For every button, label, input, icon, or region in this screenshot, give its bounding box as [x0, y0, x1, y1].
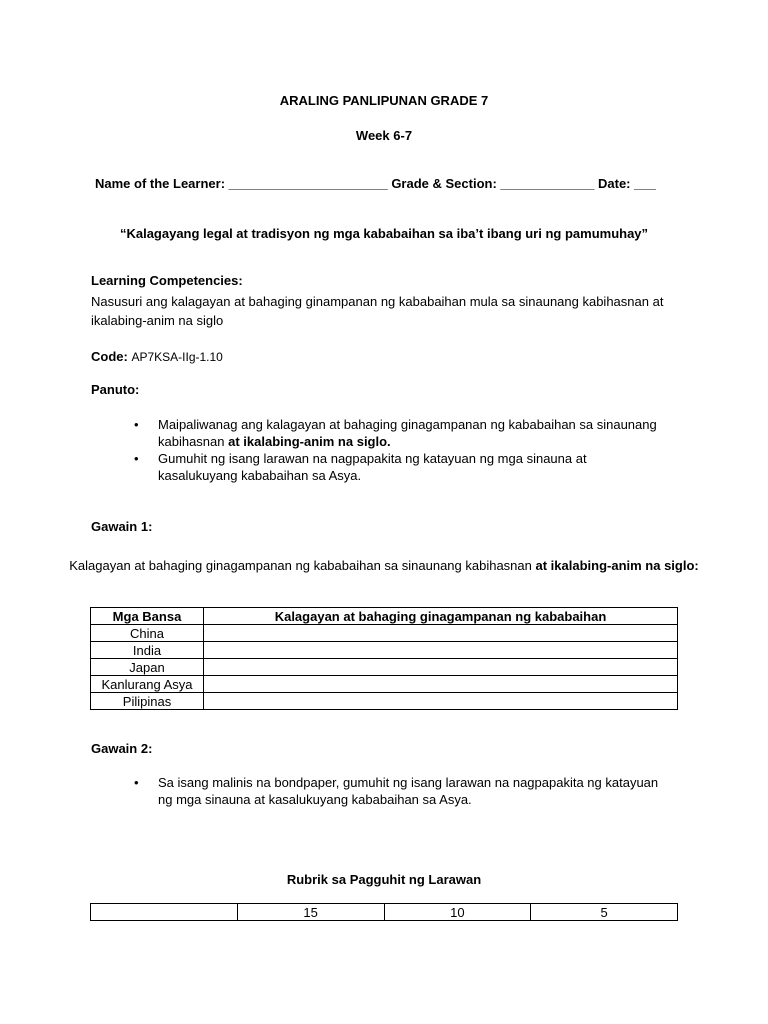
competencies-heading: Learning Competencies:: [91, 273, 243, 288]
table-row: [91, 904, 678, 921]
gawain2-heading: Gawain 2:: [91, 741, 153, 756]
gawain1-desc-text: Kalagayan at bahaging ginagampanan ng kababaihan sa sinaunang kabihasnan: [69, 558, 536, 573]
answer-cell[interactable]: [204, 693, 678, 710]
gawain1-heading: Gawain 1:: [91, 519, 153, 534]
panuto-heading: Panuto:: [91, 382, 140, 397]
list-item: [134, 450, 664, 484]
document-title: ARALING PANLIPUNAN GRADE 7: [279, 93, 489, 108]
rubrik-cell: [91, 904, 238, 921]
table-header-row: [91, 608, 678, 625]
list-item: [134, 774, 664, 808]
rubrik-cell: 5: [531, 904, 678, 921]
bullet-icon: •: [134, 775, 139, 790]
gawain2-item-text: Sa isang malinis na bondpaper, gumuhit ng isang larawan na nagpapakita ng katayuan ng mga sinauna at kasalukuyang kababaihan sa Asya.: [158, 775, 659, 807]
code-line: [91, 349, 223, 364]
panuto-item-text: Gumuhit ng isang larawan na nagpapakita ng katayuan ng mga sinauna at kasalukuyang kababaihan sa Asya.: [158, 451, 587, 483]
panuto-list: [134, 416, 664, 484]
list-item: [134, 416, 664, 450]
learner-info-line: Name of the Learner: ______________________ Grade & Section: _____________ Date: ___: [95, 176, 656, 191]
answer-cell[interactable]: [204, 676, 678, 693]
gawain1-desc-bold: at ikalabing-anim na siglo:: [535, 558, 699, 573]
header-mga-bansa: Mga Bansa: [91, 608, 204, 625]
competencies-body: Nasusuri ang kalagayan at bahaging ginampanan ng kababaihan mula sa sinaunang kabihasnan at ikalabing-anim na siglo: [91, 294, 664, 328]
header-kalagayan: Kalagayan at bahaging ginagampanan ng kababaihan: [204, 608, 678, 625]
country-cell: India: [91, 642, 204, 659]
gawain2-list: [134, 774, 664, 808]
code-label: Code:: [91, 349, 128, 364]
rubrik-table: [90, 903, 678, 921]
answer-cell[interactable]: [204, 642, 678, 659]
bullet-icon: •: [134, 417, 139, 432]
country-cell: China: [91, 625, 204, 642]
rubrik-cell: 15: [237, 904, 384, 921]
country-cell: Kanlurang Asya: [91, 676, 204, 693]
panuto-item-bold: at ikalabing-anim na siglo.: [228, 434, 391, 449]
country-cell: Japan: [91, 659, 204, 676]
code-value: AP7KSA-IIg-1.10: [131, 350, 223, 364]
rubrik-title: Rubrik sa Pagguhit ng Larawan: [286, 872, 482, 887]
table-row: [91, 676, 678, 693]
topic-quote: “Kalagayang legal at tradisyon ng mga kababaihan sa iba’t ibang uri ng pamumuhay”: [119, 226, 649, 241]
answer-cell[interactable]: [204, 659, 678, 676]
gawain1-description: [0, 556, 768, 576]
table-row: [91, 642, 678, 659]
answer-cell[interactable]: [204, 625, 678, 642]
gawain1-table: [90, 607, 678, 710]
week-label: Week 6-7: [355, 128, 413, 143]
rubrik-cell: 10: [384, 904, 531, 921]
country-cell: Pilipinas: [91, 693, 204, 710]
table-row: [91, 693, 678, 710]
panuto-item-text: Maipaliwanag ang kalagayan at bahaging ginagampanan ng kababaihan sa sinaunang kabihasnan: [158, 417, 657, 449]
table-row: [91, 625, 678, 642]
table-row: [91, 659, 678, 676]
bullet-icon: •: [134, 451, 139, 466]
